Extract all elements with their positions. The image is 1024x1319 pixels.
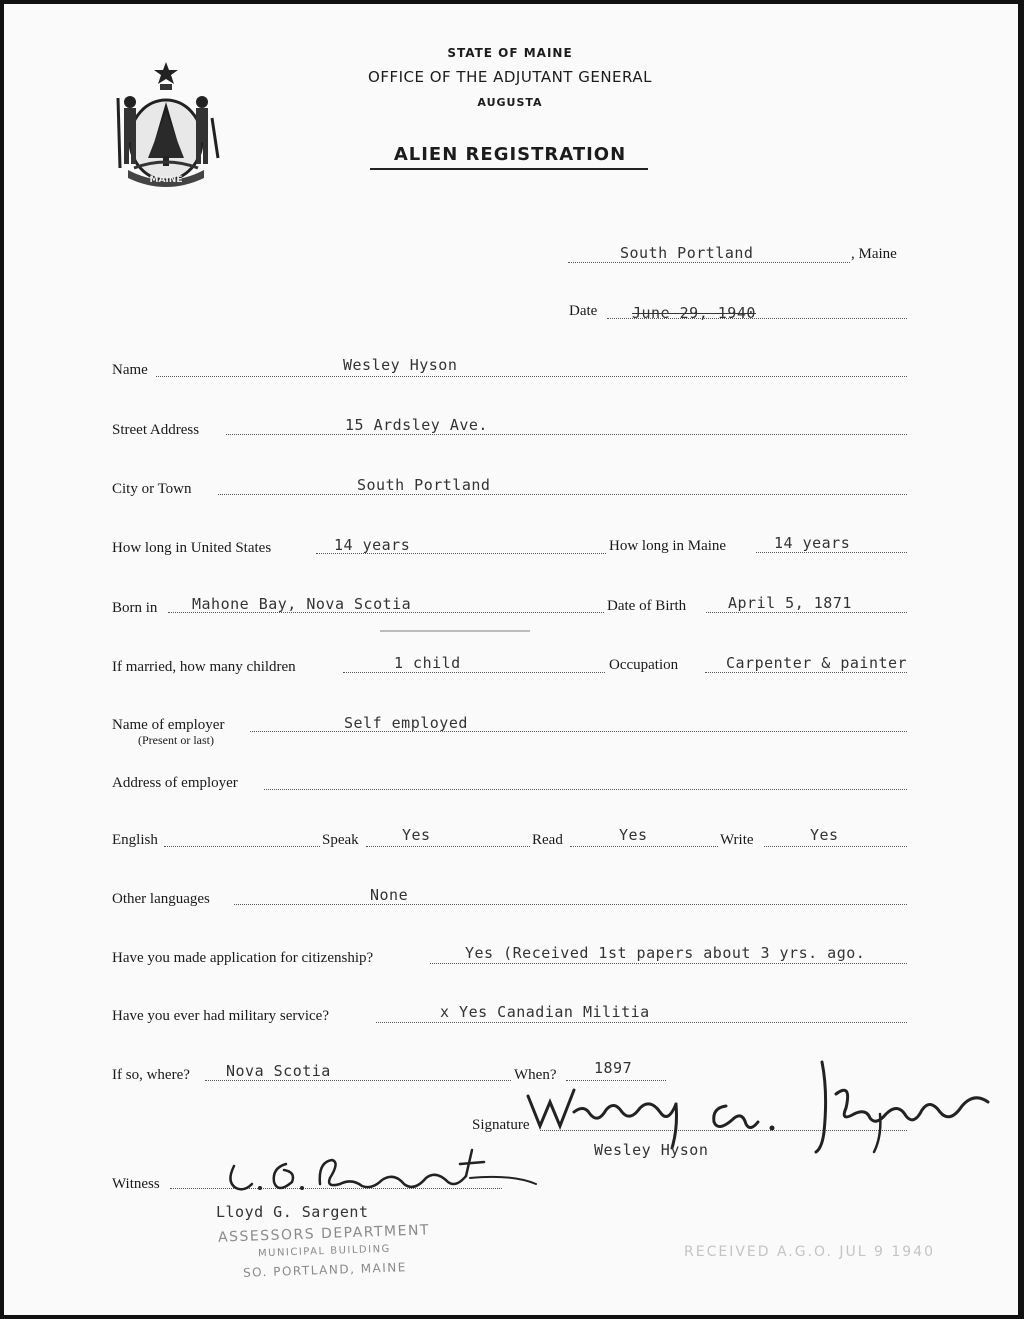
date-label: Date — [569, 303, 598, 319]
city-value: South Portland — [357, 476, 491, 494]
children-value: 1 child — [394, 654, 461, 672]
dob-value: April 5, 1871 — [728, 594, 852, 612]
maine-seal-icon — [108, 58, 224, 188]
english-label: English — [112, 832, 158, 848]
other-languages-dots — [234, 904, 907, 905]
citizenship-label: Have you made application for citizenship? — [112, 950, 374, 966]
name-value: Wesley Hyson — [343, 356, 458, 374]
military-dots — [376, 1022, 907, 1023]
dob-dots — [706, 612, 907, 613]
citizenship-dots — [430, 963, 907, 964]
other-languages-value: None — [370, 886, 409, 904]
write-dots — [764, 846, 907, 847]
header-city: AUGUSTA — [477, 96, 543, 109]
born-value: Mahone Bay, Nova Scotia — [192, 595, 412, 613]
witness-handwriting — [222, 1148, 542, 1204]
speak-dots — [366, 846, 530, 847]
read-dots — [570, 846, 718, 847]
signature-handwriting — [510, 1052, 1002, 1158]
employer-address-label: Address of employer — [112, 775, 238, 791]
children-dots — [343, 672, 605, 673]
title-underline — [370, 168, 648, 170]
city-dots — [218, 494, 907, 495]
signature-label: Signature — [472, 1117, 530, 1133]
city-label: City or Town — [112, 481, 192, 497]
employer-address-dots — [264, 789, 907, 790]
header-office: OFFICE OF THE ADJUTANT GENERAL — [368, 68, 652, 86]
seal-label: MAINE — [149, 175, 183, 185]
children-label: If married, how many children — [112, 659, 296, 675]
occupation-label: Occupation — [609, 657, 679, 673]
assessors-stamp-line3: SO. PORTLAND, MAINE — [242, 1260, 408, 1280]
where-value: Nova Scotia — [226, 1062, 331, 1080]
place-suffix: , Maine — [851, 246, 897, 262]
scan-border-left — [0, 0, 4, 1319]
employer-label: Name of employer — [112, 717, 225, 733]
other-languages-label: Other languages — [112, 891, 210, 907]
when-value: 1897 — [594, 1059, 633, 1077]
read-value: Yes — [619, 826, 648, 844]
occupation-value: Carpenter & painter — [726, 654, 908, 672]
place-dots — [568, 262, 850, 263]
occupation-dots — [705, 672, 907, 673]
where-label: If so, where? — [112, 1067, 190, 1083]
name-dots — [156, 376, 907, 377]
witness-label: Witness — [112, 1176, 160, 1192]
maine-duration-label: How long in Maine — [609, 538, 727, 554]
scan-border-right — [1018, 0, 1024, 1319]
write-value: Yes — [810, 826, 839, 844]
born-stroke — [380, 630, 530, 632]
where-dots — [205, 1080, 511, 1081]
us-duration-value: 14 years — [334, 536, 411, 554]
received-stamp: RECEIVED A.G.O. JUL 9 1940 — [684, 1244, 936, 1260]
read-label: Read — [532, 832, 563, 848]
when-label: When? — [514, 1067, 557, 1083]
employer-sublabel: (Present or last) — [138, 733, 214, 747]
assessors-stamp-line1: ASSESSORS DEPARTMENT — [217, 1222, 431, 1246]
citizenship-value: Yes (Received 1st papers about 3 yrs. ago. — [465, 944, 866, 962]
maine-duration-value: 14 years — [774, 534, 851, 552]
place-value: South Portland — [620, 244, 754, 262]
military-value: x Yes Canadian Militia — [440, 1003, 650, 1021]
maine-duration-dots — [756, 552, 907, 553]
scan-border-top — [0, 0, 1024, 4]
born-label: Born in — [112, 600, 158, 616]
date-value: June 29, 1940 — [632, 304, 756, 322]
header-state: STATE OF MAINE — [447, 46, 573, 60]
street-value: 15 Ardsley Ave. — [345, 416, 488, 434]
employer-value: Self employed — [344, 714, 468, 732]
dob-label: Date of Birth — [607, 598, 687, 614]
scan-border-bottom — [0, 1315, 1024, 1319]
form-title: ALIEN REGISTRATION — [393, 144, 627, 165]
assessors-stamp-line2: MUNICIPAL BUILDING — [257, 1243, 392, 1260]
speak-value: Yes — [402, 826, 431, 844]
signature-typed-name: Wesley Hyson — [594, 1141, 709, 1159]
write-label: Write — [720, 832, 754, 848]
witness-typed-name: Lloyd G. Sargent — [216, 1203, 369, 1221]
speak-label: Speak — [322, 832, 359, 848]
military-label: Have you ever had military service? — [112, 1008, 329, 1024]
us-duration-label: How long in United States — [112, 540, 272, 556]
street-label: Street Address — [112, 422, 200, 438]
english-dots — [164, 846, 320, 847]
street-dots — [226, 434, 907, 435]
name-label: Name — [112, 362, 148, 378]
